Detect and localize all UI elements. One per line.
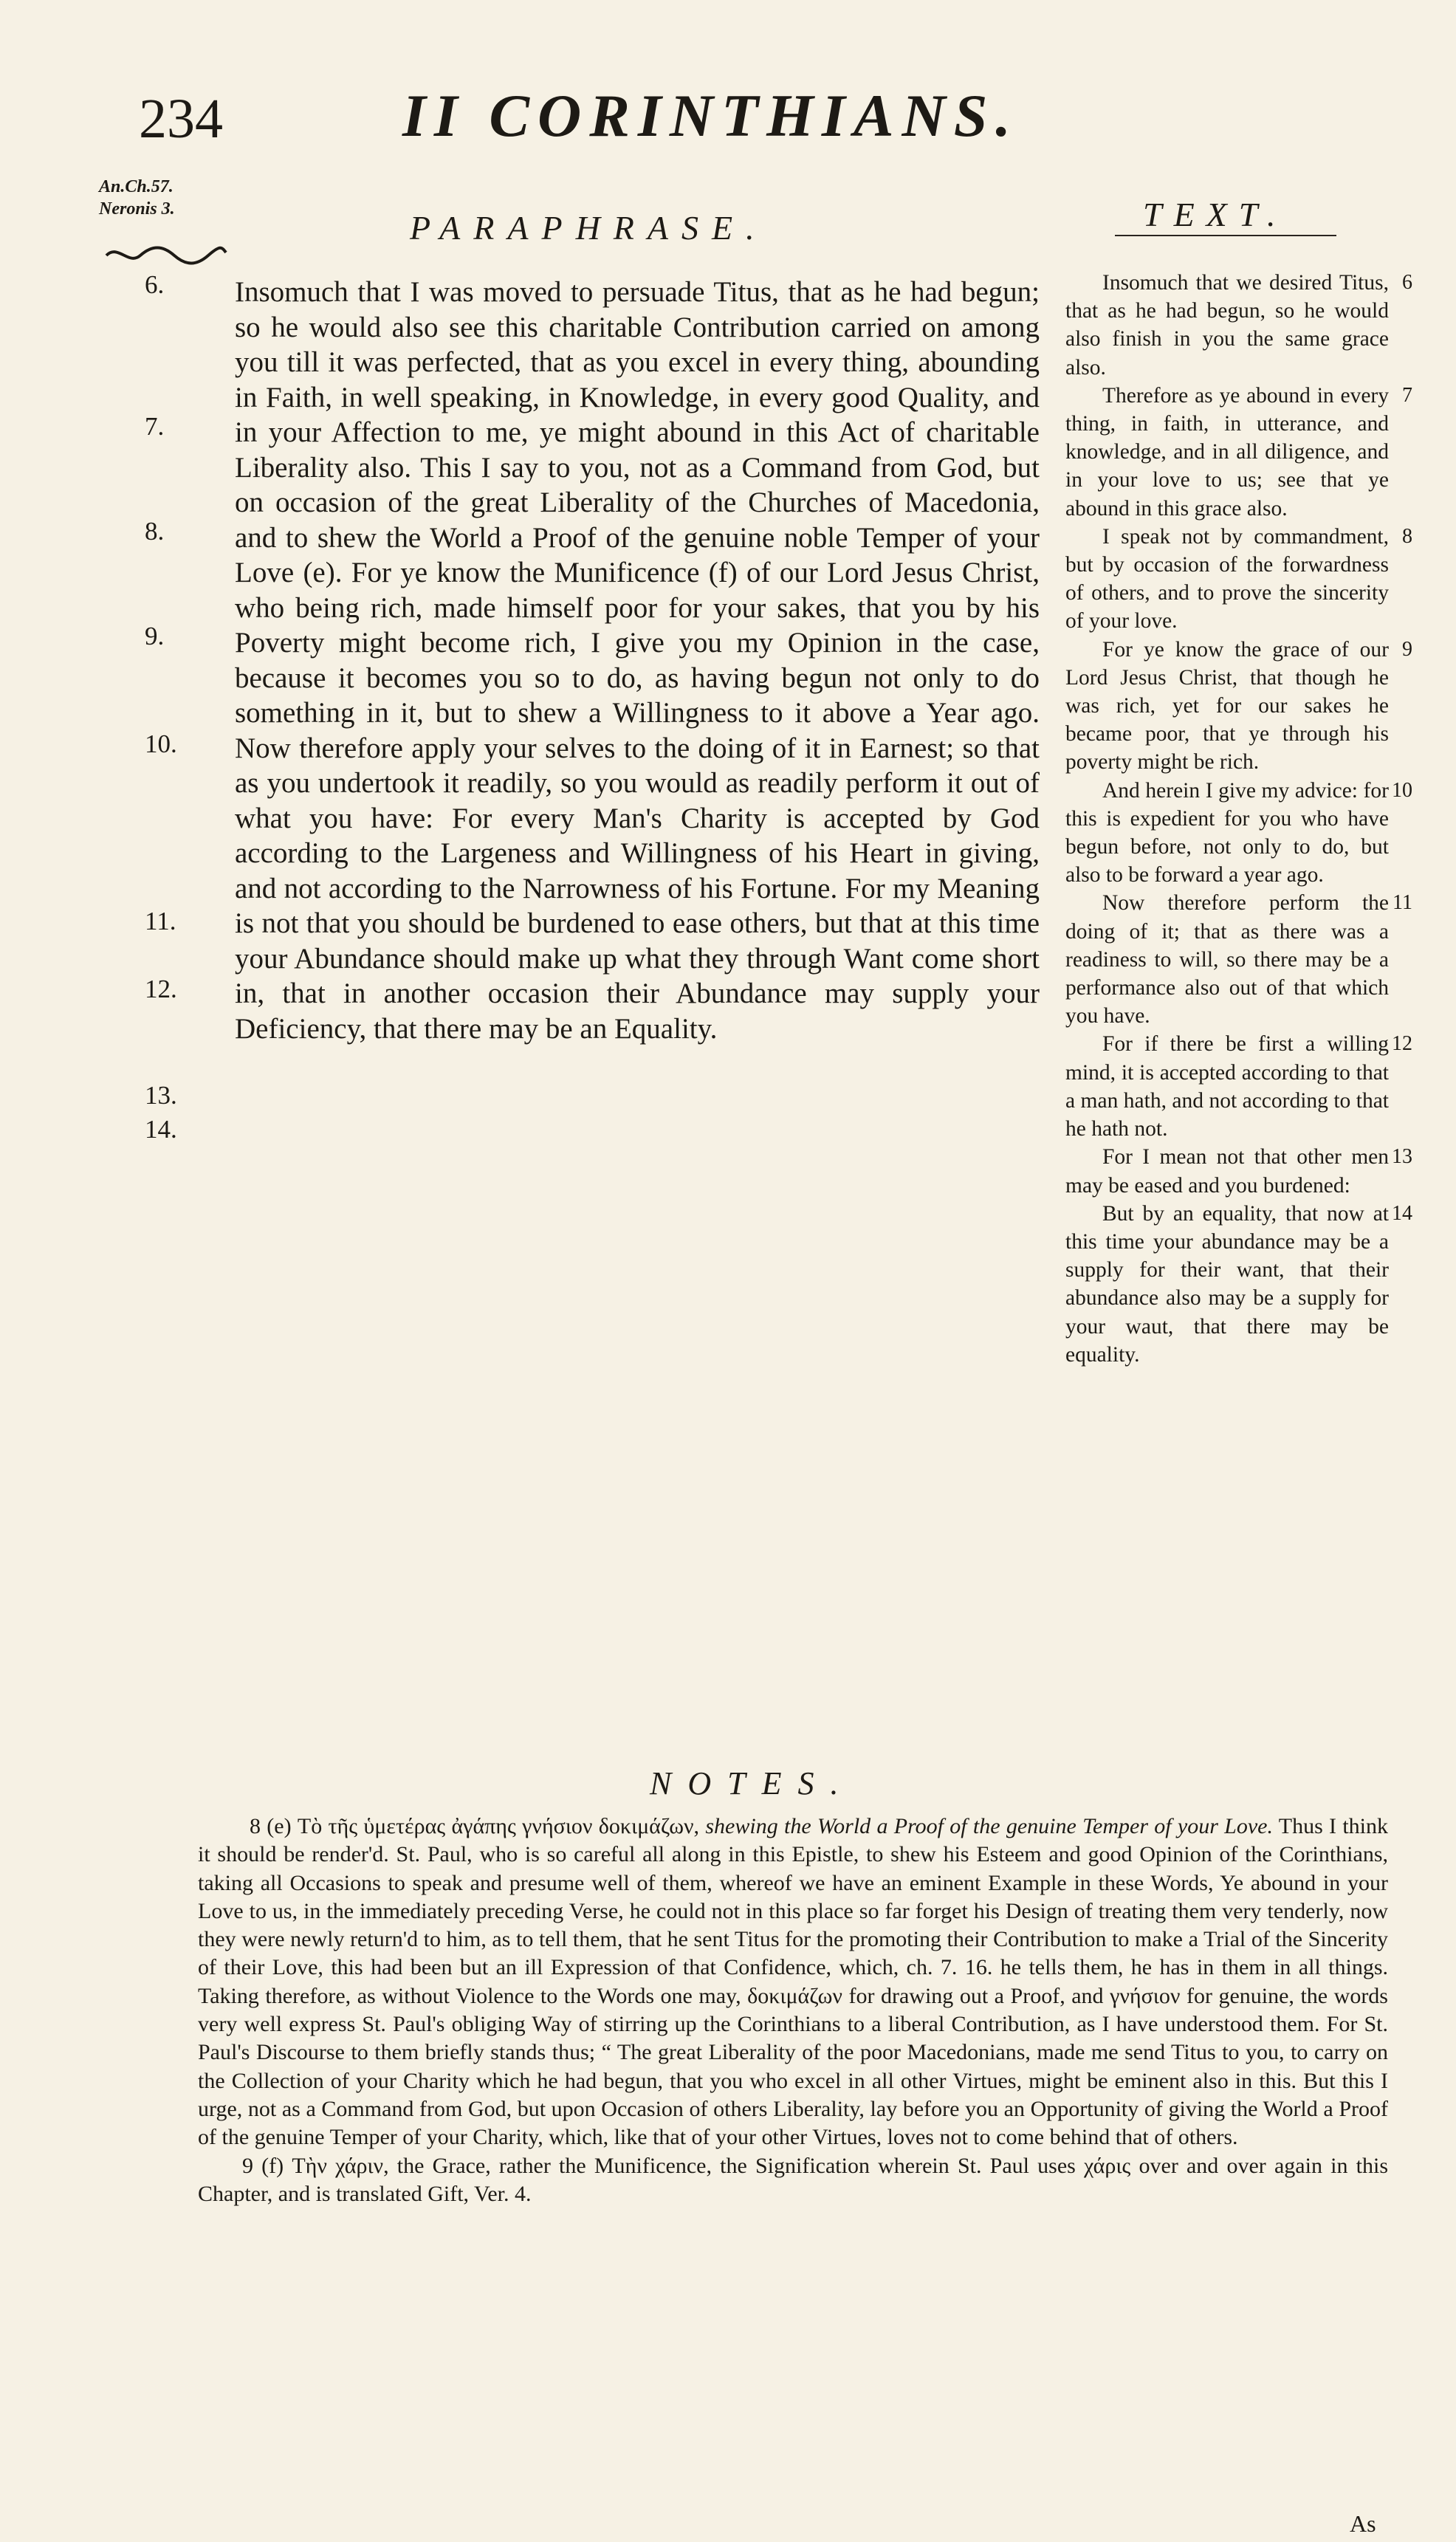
verse-number: 10. [145, 729, 177, 758]
note-8-ref: 8 (e) [250, 1814, 292, 1838]
catchword: As [1350, 2510, 1376, 2537]
verse-number: 6. [145, 270, 165, 299]
notes-section [198, 1813, 1388, 2208]
note-8-gloss: shewing the World a Proof of the genuine Temper of your Love. [705, 1814, 1274, 1838]
date-line-year: An.Ch.57. [99, 177, 174, 196]
text-verse-body: I speak not by commandment, but by occasion of the forwardness of others, and to prove the sincerity of your love. [1065, 524, 1389, 633]
text-verse-number: 10 [1392, 778, 1412, 802]
text-verse-body: For I mean not that other men may be eased and you burdened: [1065, 1145, 1389, 1198]
text-heading: TEXT. [1143, 196, 1288, 233]
text-verse [1065, 1143, 1412, 1199]
note-9-ref: 9 (f) [242, 2153, 284, 2178]
date-annotation [99, 176, 175, 220]
scripture-text-column [1065, 269, 1412, 1369]
verse-number: 12. [145, 975, 177, 1003]
verse-number: 9. [145, 622, 165, 650]
text-verse-body: Therefore as ye abound in every thing, in faith, in utterance, and knowledge, and in all diligence, and in your love to us; see that ye abound in this grace also. [1065, 383, 1389, 521]
text-verse [1065, 382, 1412, 523]
paraphrase-body: Insomuch that I was moved to persuade Titus, that as he had begun; so he would also see this charitable Contribution carried on among you till it was perfected, that as you excel in every thing, abounding in Faith, in well speaking, in Knowledge, in every good Quality, and in your Affection to me, ye might abound in this Act of charitable Liberality also. This I say to you, not as a Command from God, but on occasion of the great Liberality of the Churches of Macedonia, and to shew the World a Proof of the genuine noble Temper of your Love (e). For ye know the Munificence (f) of our Lord Jesus Christ, who being rich, made himself poor for your sakes, that you by his Poverty might become rich, I give you my Opinion in the case, because it becomes you so to do, as having begun not only to do something in it, but to shew a Willingness to it above a Year ago. Now therefore apply your selves to the doing of it in Earnest; so that as you undertook it readily, so you would as readily perform it out of what you have: For every Man's Charity is accepted by God according to the Largeness and Willingness of his Heart in giving, and not according to the Narrowness of his Fortune. For my Meaning is not that you should be burdened to ease others, but that at this time your Abundance should make up what they through Want come short in, that in another occasion their Abundance may supply your Deficiency, that there may be an Equality. [235, 276, 1040, 1045]
text-verse-body: Insomuch that we desired Titus, that as he had begun, so he would also finish in you the same grace also. [1065, 271, 1389, 379]
text-verse [1065, 636, 1412, 777]
notes-heading: NOTES. [650, 1765, 855, 1801]
text-verse-body: For if there be first a willing mind, it is accepted according to that a man hath, and not according to that he hath not. [1065, 1032, 1389, 1141]
verse-number: 11. [145, 907, 176, 935]
text-verse-number: 11 [1393, 891, 1412, 915]
text-verse-body: But by an equality, that now at this time your abundance may be a supply for their want, that their abundance also may be a supply for your waut, that there may be equality. [1065, 1201, 1389, 1367]
text-verse-number: 8 [1402, 524, 1412, 548]
running-title: II CORINTHIANS. [402, 82, 1019, 149]
note-9-greek: Τὴν χάριν, [292, 2153, 389, 2178]
verse-number: 8. [145, 517, 165, 546]
text-verse [1065, 889, 1412, 1030]
text-verse-number: 12 [1392, 1032, 1412, 1056]
text-verse [1065, 269, 1412, 382]
text-verse-number: 14 [1392, 1201, 1412, 1225]
text-verse-number: 7 [1402, 383, 1412, 407]
note-9 [198, 2152, 1388, 2209]
text-verse-number: 13 [1392, 1145, 1412, 1169]
text-verse-body: And herein I give my advice: for this is expedient for you who have begun before, not only to do, but also to be forward a year ago. [1065, 778, 1389, 887]
text-verse [1065, 1200, 1412, 1369]
text-verse-number: 6 [1402, 271, 1412, 294]
verse-number: 14. [145, 1115, 177, 1144]
verse-number: 7. [145, 412, 165, 441]
text-verse-body: For ye know the grace of our Lord Jesus Christ, that though he was rich, yet for our sakes he became poor, that ye through his poverty might be rich. [1065, 637, 1389, 774]
note-8-body: Thus I think it should be render'd. St. Paul, who is so careful all along in this Epistle, to shew his Esteem and good Opinion of the Corinthians, taking all Occasions to speak and presume well of them, whereof we have an eminent Example in these Words, Ye abound in your Love to us, in the immediately preceding Verse, he could not in this place so far forget his Design of treating them very tenderly, now they were newly return'd to him, as to tell them, that he sent Titus for the promoting their Contribution to make a Trial of the Sincerity of their Love, this had been but an ill Expression of that Confidence, which, ch. 7. 16. he tells them, he has in them in all things. Taking therefore, as without Violence to the Words one may, δοκιμάζων for drawing out a Proof, and γνήσιον for genuine, the words very well express St. Paul's obliging Way of stirring up the Corinthians to a liberal Contribution, as I have understood them. For St. Paul's Discourse to them briefly stands thus; “ The great Liberality of the poor Macedonians, made me send Titus to you, to carry on the Collection of your Charity which he had begun, that you who excel in all other Virtues, might be eminent also in this. But this I urge, not as a Command from God, but upon Occasion of others Liberality, lay before you an Opportunity of giving the World a Proof of the genuine Temper of your Charity, which, like that of your other Virtues, loves not to come behind that of others. [198, 1814, 1389, 2150]
paraphrase-heading: PARAPHRASE. [410, 209, 768, 247]
verse-number: 13. [145, 1081, 177, 1110]
text-verse [1065, 523, 1412, 636]
note-9-body: the Grace, rather the Munificence, the Signification wherein St. Paul uses χάρις over and over again in this Chapter, and is translated Gift, Ver. 4. [198, 2153, 1388, 2206]
heading-rule [1115, 235, 1336, 236]
ornament-icon [103, 242, 229, 269]
text-verse [1065, 1030, 1412, 1143]
text-verse [1065, 777, 1412, 890]
note-8-greek: Τὸ τῆς ὑμετέρας ἀγάπης γνήσιον δοκιμάζων, [297, 1814, 700, 1838]
text-verse-number: 9 [1402, 637, 1412, 661]
page-number: 234 [139, 88, 223, 150]
date-line-reign: Neronis 3. [99, 199, 175, 219]
text-verse-body: Now therefore perform the doing of it; that as there was a readiness to will, so there may be a performance also out of that which you have. [1065, 891, 1389, 1028]
note-8 [198, 1813, 1388, 2152]
